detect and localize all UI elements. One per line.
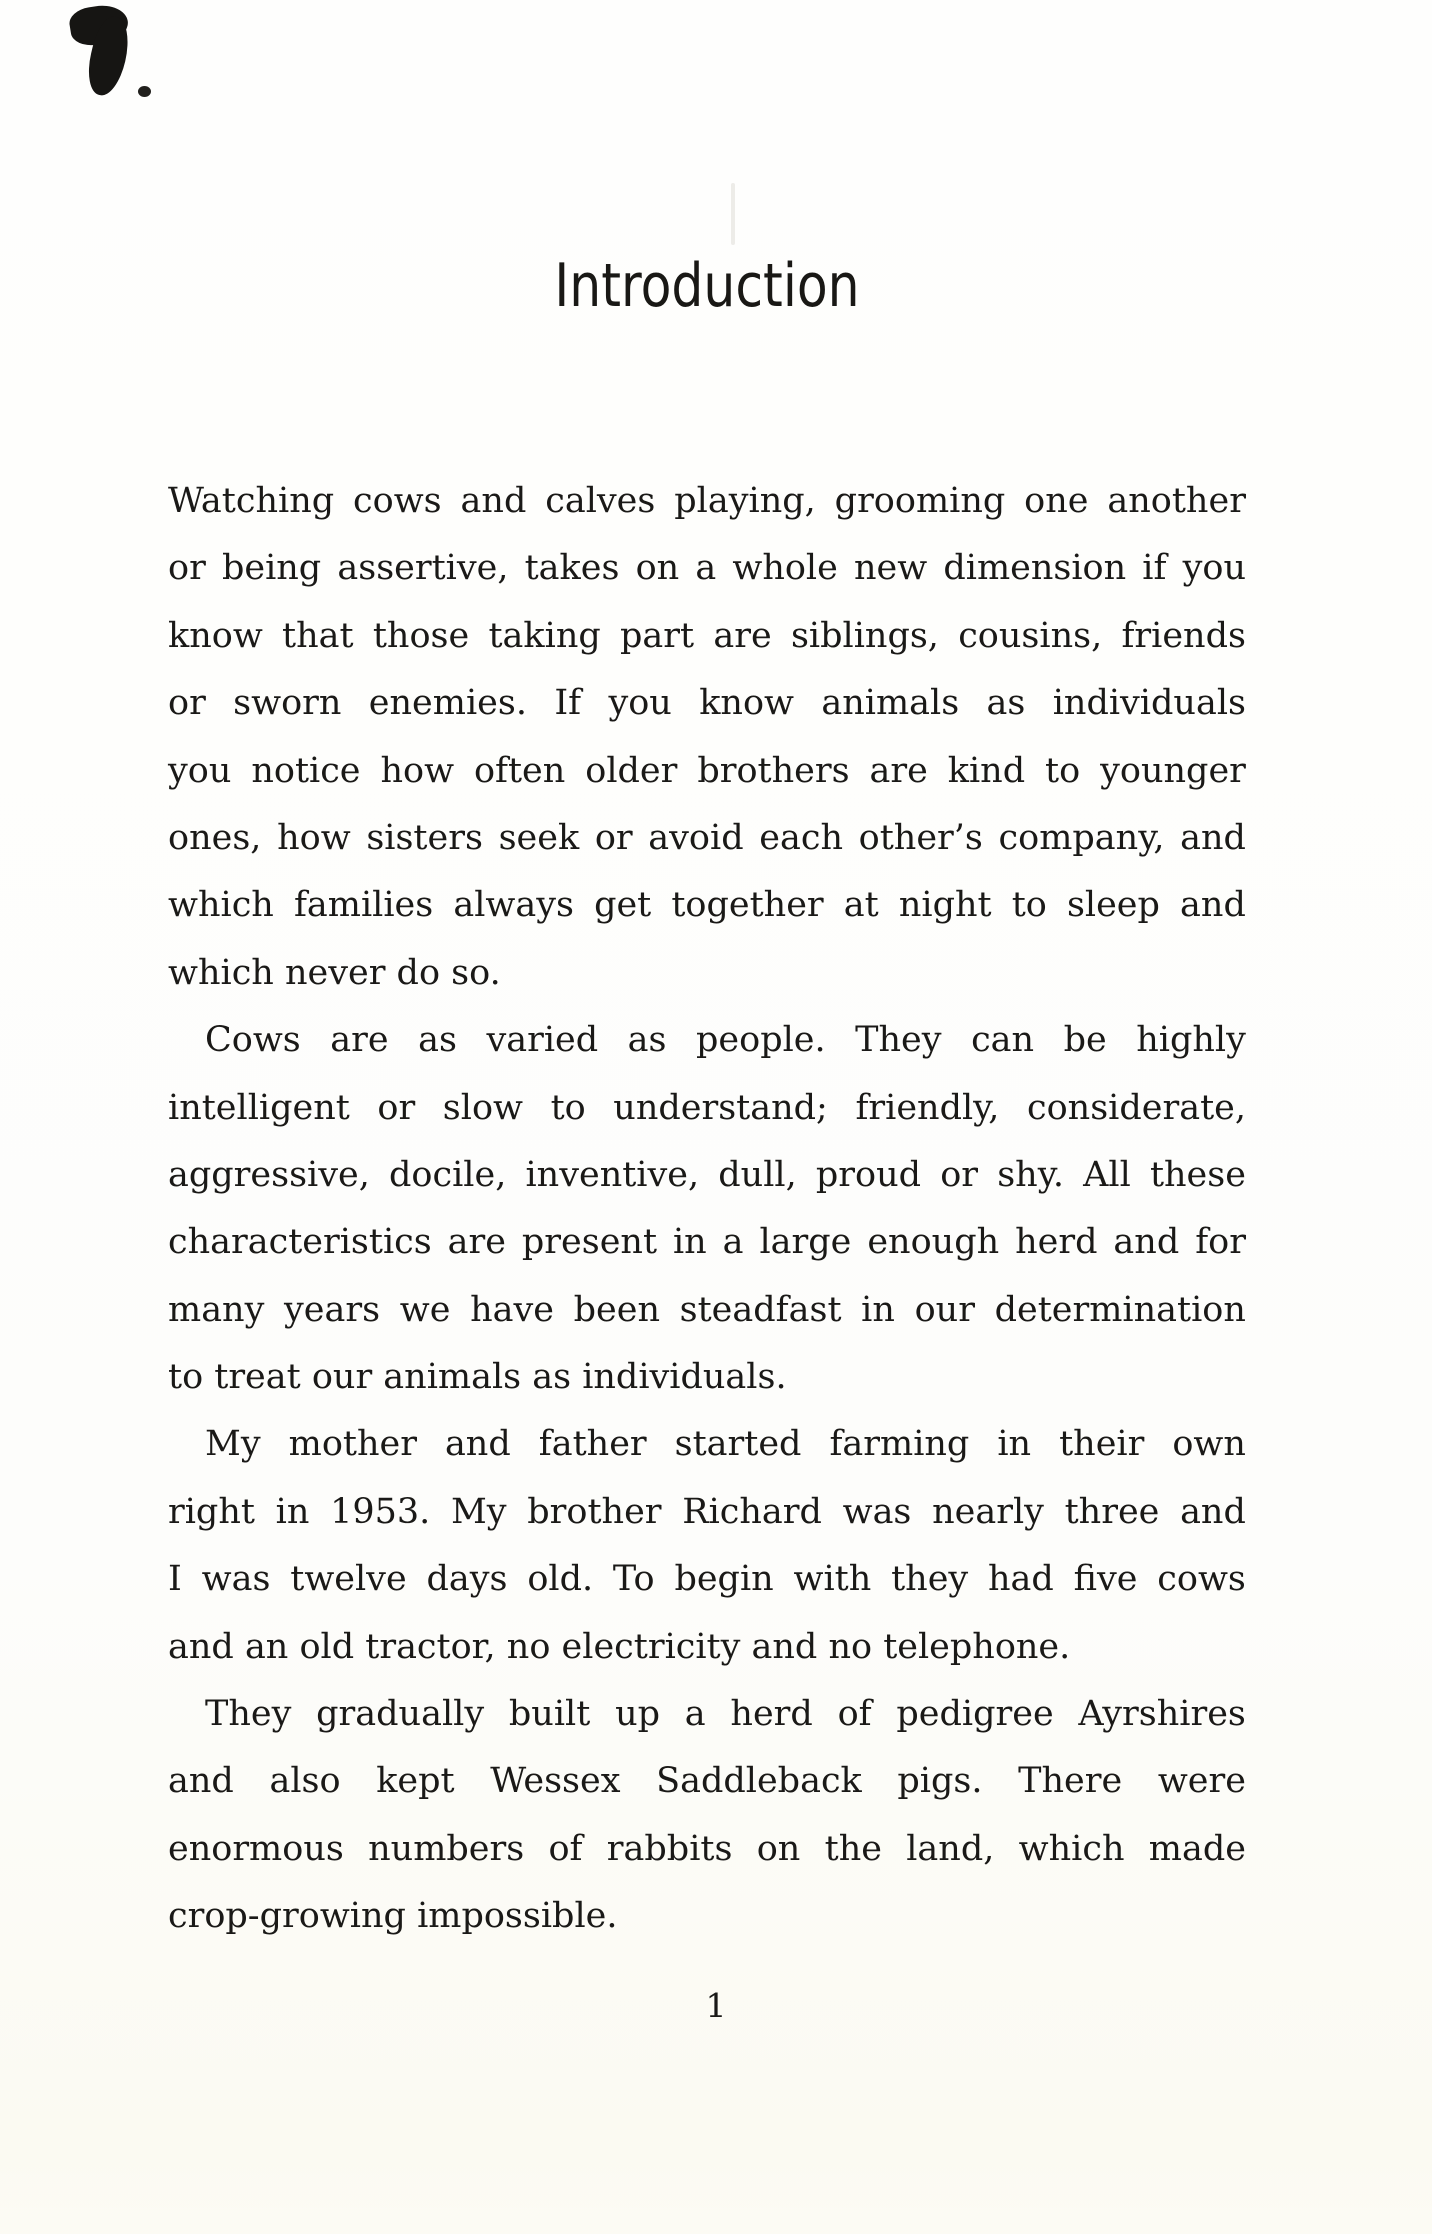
text-line: and an old tractor, no electricity and no telephone. (168, 1626, 1071, 1667)
text-line: many years we have been steadfast in our determination (168, 1289, 1246, 1330)
text-line: aggressive, docile, inventive, dull, proud or shy. All these (168, 1154, 1246, 1195)
text-line: Watching cows and calves playing, grooming one another (168, 481, 1246, 521)
text-line: and also kept Wessex Saddleback pigs. There were (168, 1761, 1246, 1802)
page-number: 1 (705, 1986, 727, 2025)
text-line: enormous numbers of rabbits on the land, which made (168, 1828, 1246, 1869)
text-line: to treat our animals as individuals. (168, 1357, 787, 1398)
text-line: ones, how sisters seek or avoid each other’s company, and (168, 817, 1246, 858)
text-line: which families always get together at night to sleep and (168, 885, 1246, 926)
text-line: you notice how often older brothers are kind to younger (168, 750, 1246, 791)
text-line: Cows are as varied as people. They can be highly (205, 1020, 1246, 1061)
text-line: crop-growing impossible. (168, 1896, 618, 1937)
text-line: They gradually built up a herd of pedigree Ayrshires (205, 1694, 1246, 1735)
text-line: My mother and father started farming in their own (205, 1424, 1246, 1465)
scan-artifact-line (731, 183, 735, 245)
text-line: characteristics are present in a large enough herd and for (168, 1222, 1246, 1263)
text-line: know that those taking part are siblings, cousins, friends (168, 615, 1246, 656)
body-text (168, 468, 1246, 1951)
text-line: or sworn enemies. If you know animals as individuals (168, 683, 1246, 724)
text-line: right in 1953. My brother Richard was nearly three and (168, 1491, 1246, 1532)
text-line: which never do so. (168, 952, 501, 993)
text-line: intelligent or slow to understand; friendly, considerate, (168, 1087, 1246, 1128)
scan-artifact-speck (138, 86, 151, 97)
chapter-title: Introduction (554, 251, 860, 321)
text-line: I was twelve days old. To begin with they had five cows (168, 1559, 1246, 1600)
text-line: or being assertive, takes on a whole new dimension if you (168, 548, 1246, 589)
